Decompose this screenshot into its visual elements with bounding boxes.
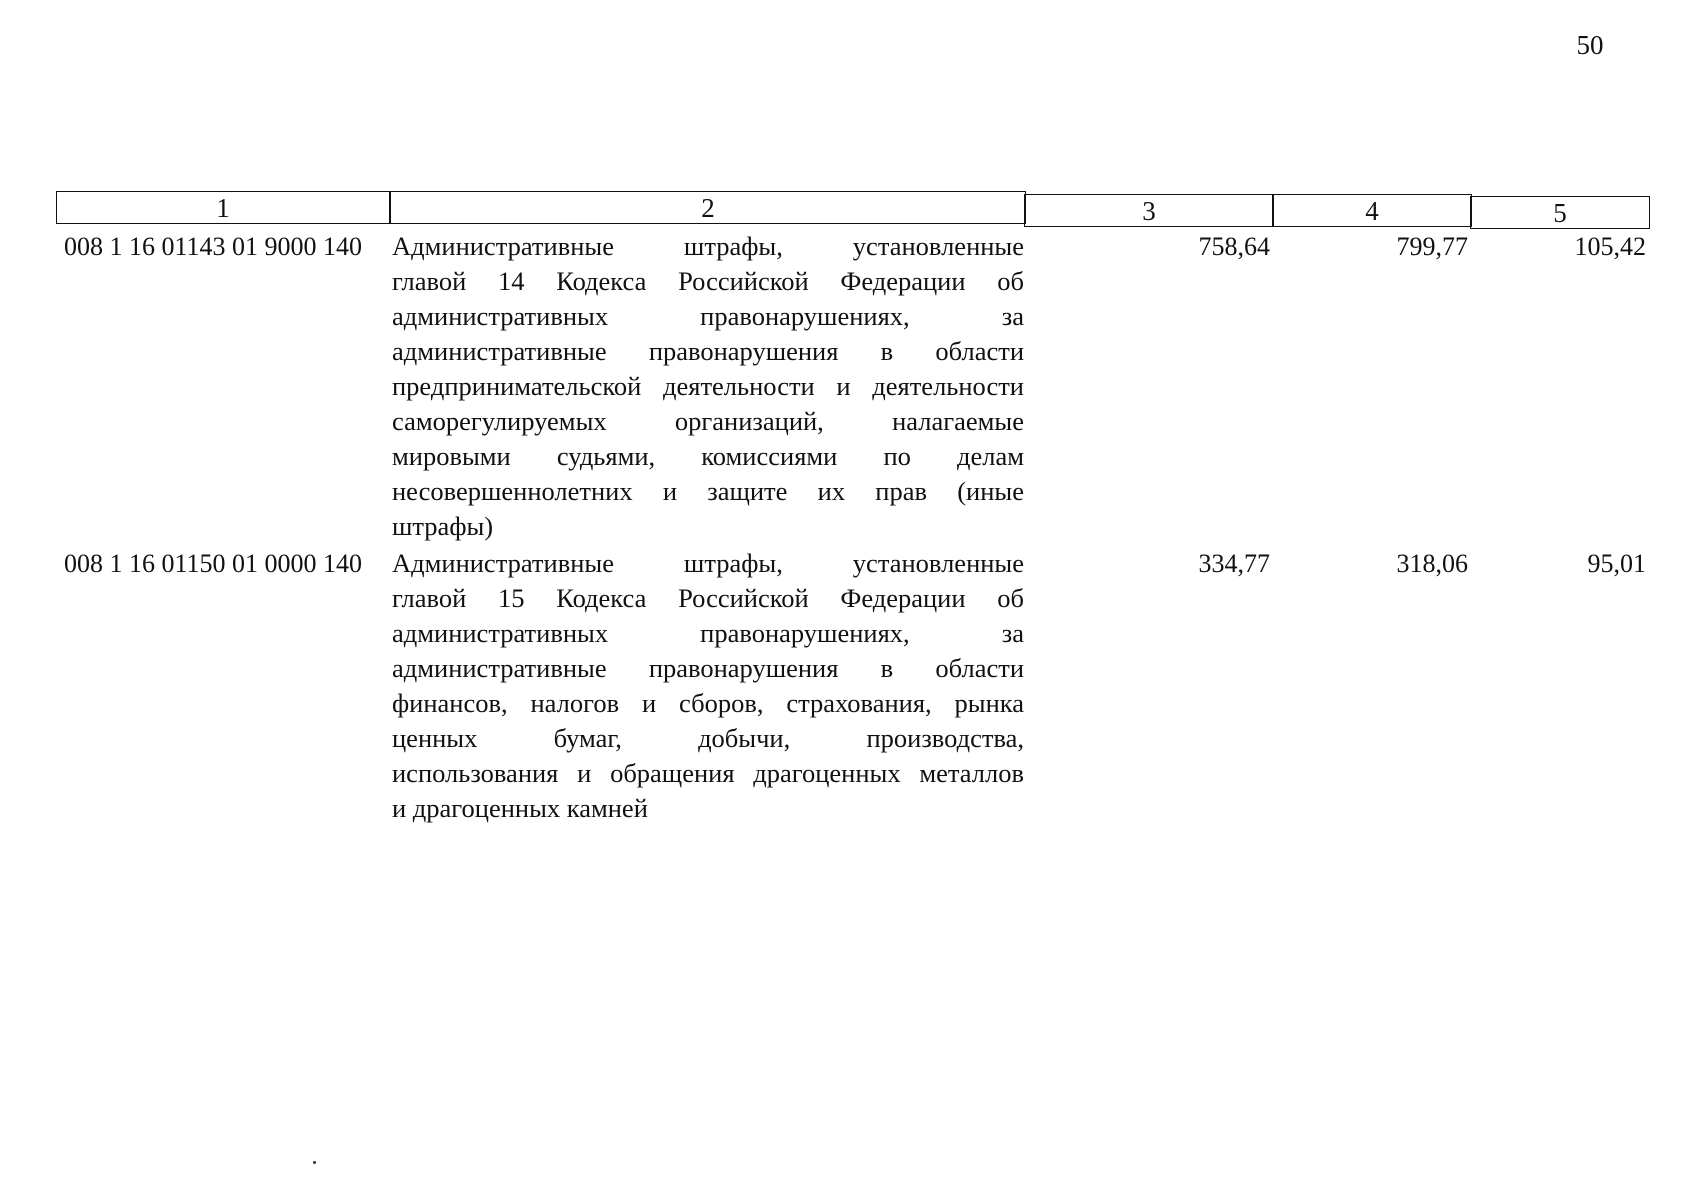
description-line: административные правонарушения в области (392, 653, 1024, 683)
value-col3: 334,77 (1198, 549, 1270, 578)
value-col5: 95,01 (1587, 549, 1646, 578)
description-line: финансов, налогов и сборов, страхования, рынка (392, 688, 1024, 718)
description-line: штрафы) (392, 511, 494, 541)
description-line: Административные штрафы, установленные (392, 231, 1024, 261)
budget-code: 008 1 16 01143 01 9000 140 (64, 232, 363, 261)
row-description (392, 546, 1024, 826)
description-line: административные правонарушения в области (392, 336, 1024, 366)
budget-code: 008 1 16 01150 01 0000 140 (64, 549, 363, 578)
description-line: административных правонарушениях, за (392, 301, 1024, 331)
description-line: саморегулируемых организаций, налагаемые (392, 406, 1024, 436)
header-cell-1: 1 (56, 191, 390, 224)
value-col5: 105,42 (1574, 232, 1646, 261)
header-cell-3: 3 (1024, 194, 1274, 227)
value-col3: 758,64 (1198, 232, 1270, 261)
description-line: главой 14 Кодекса Российской Федерации об (392, 266, 1024, 296)
description-line: административных правонарушениях, за (392, 618, 1024, 648)
description-line: несовершеннолетних и защите их прав (иные (392, 476, 1024, 506)
header-cell-4: 4 (1272, 194, 1472, 227)
header-cell-5: 5 (1470, 196, 1650, 229)
value-col4: 799,77 (1396, 232, 1468, 261)
description-line: ценных бумаг, добычи, производства, (392, 723, 1024, 753)
scan-speck (313, 1161, 316, 1164)
header-cell-2: 2 (390, 191, 1026, 224)
description-line: мировыми судьями, комиссиями по делам (392, 441, 1024, 471)
description-line: и драгоценных камней (392, 793, 648, 823)
description-line: использования и обращения драгоценных металлов (392, 758, 1024, 788)
description-line: Административные штрафы, установленные (392, 548, 1024, 578)
table-header-row (56, 191, 1650, 227)
value-col4: 318,06 (1396, 549, 1468, 578)
description-line: главой 15 Кодекса Российской Федерации об (392, 583, 1024, 613)
row-description (392, 229, 1024, 544)
page-number: 50 (1576, 30, 1604, 60)
description-line: предпринимательской деятельности и деятельности (392, 371, 1024, 401)
